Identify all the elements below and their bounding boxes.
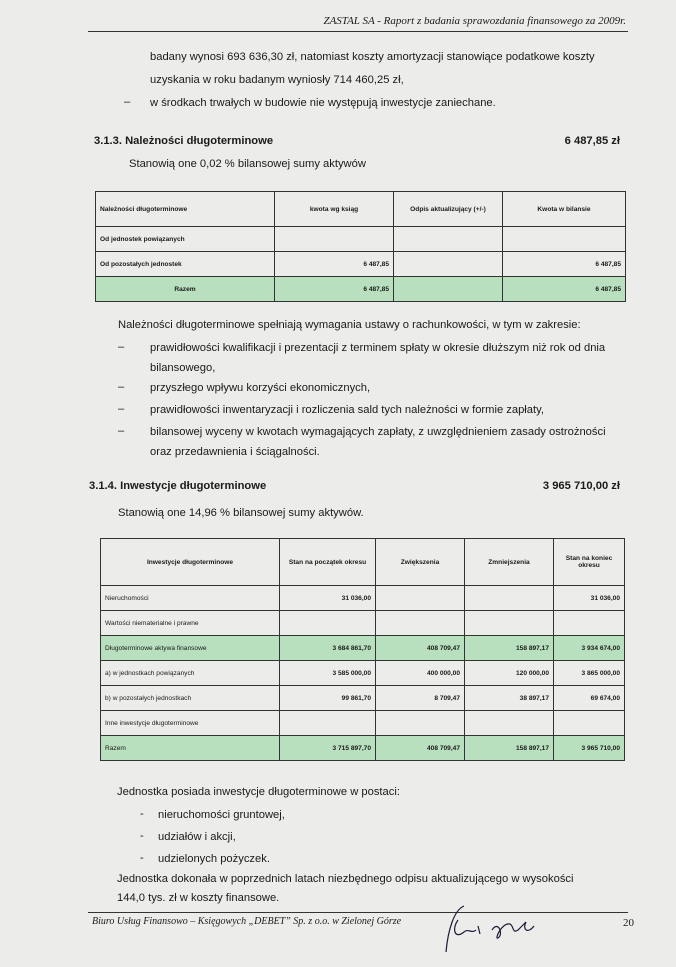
dash-bullet: –	[118, 381, 125, 393]
dash-bullet: -	[140, 830, 144, 842]
cell	[376, 611, 465, 636]
row-label: Nieruchomości	[101, 586, 280, 611]
header-rule	[88, 31, 628, 32]
handwritten-signature	[418, 900, 548, 960]
cell: 99 861,70	[280, 686, 376, 711]
cell	[394, 277, 503, 302]
cell	[465, 611, 554, 636]
row-label: Razem	[101, 736, 280, 761]
req-item-4a: bilansowej wyceny w kwotach wymagających zapłaty, z uwzględnieniem zasady ostrożności	[150, 426, 606, 438]
table-row	[96, 227, 626, 252]
cell: 3 934 674,00	[554, 636, 625, 661]
section-313-amount: 6 487,85 zł	[564, 135, 620, 147]
cell	[376, 711, 465, 736]
row-label: Od jednostek powiązanych	[96, 227, 275, 252]
intro-line-1: badany wynosi 693 636,30 zł, natomiast koszty amortyzacji stanowiące podatkowe koszty	[150, 51, 595, 63]
cell: 6 487,85	[275, 277, 394, 302]
investments-table	[100, 538, 625, 761]
row-label: Razem	[96, 277, 275, 302]
cell: 69 674,00	[554, 686, 625, 711]
dash-bullet: –	[118, 425, 125, 437]
t1-header: kwota wg ksiąg	[275, 192, 394, 227]
cell	[554, 711, 625, 736]
cell: 120 000,00	[465, 661, 554, 686]
cell	[394, 252, 503, 277]
cell: 31 036,00	[280, 586, 376, 611]
cell: 6 487,85	[503, 252, 626, 277]
cell: 3 965 710,00	[554, 736, 625, 761]
table-row	[101, 686, 625, 711]
dash-bullet: –	[124, 96, 131, 108]
forms-last-line-2: 144,0 tys. zł w koszty finansowe.	[117, 892, 280, 904]
cell	[554, 611, 625, 636]
table-row	[101, 711, 625, 736]
cell: 38 897,17	[465, 686, 554, 711]
forms-item-2: udziałów i akcji,	[158, 831, 236, 843]
table-row	[101, 636, 625, 661]
cell: 31 036,00	[554, 586, 625, 611]
table-row	[101, 586, 625, 611]
cell: 8 709,47	[376, 686, 465, 711]
row-label: a) w jednostkach powiązanych	[101, 661, 280, 686]
table-row	[101, 611, 625, 636]
cell	[394, 227, 503, 252]
t2-header: Stan na początek okresu	[280, 539, 376, 586]
page-header: ZASTAL SA - Raport z badania sprawozdania finansowego za 2009r.	[323, 15, 626, 27]
page-number: 20	[623, 917, 634, 929]
cell: 3 684 861,70	[280, 636, 376, 661]
req-item-4b: oraz przedawnienia i ściągalności.	[150, 446, 320, 458]
row-label: Wartości niematerialne i prawne	[101, 611, 280, 636]
cell	[503, 227, 626, 252]
row-label: b) w pozostałych jednostkach	[101, 686, 280, 711]
dash-bullet: –	[118, 341, 125, 353]
cell: 408 709,47	[376, 736, 465, 761]
cell	[465, 711, 554, 736]
req-item-3: prawidłowości inwentaryzacji i rozliczenia sald tych należności w formie zapłaty,	[150, 404, 544, 416]
intro-line-2: uzyskania w roku badanym wyniosły 714 460,25 zł,	[150, 74, 404, 86]
dash-bullet: -	[140, 852, 144, 864]
cell: 6 487,85	[275, 252, 394, 277]
dash-bullet: -	[140, 808, 144, 820]
cell	[280, 611, 376, 636]
t1-header: Należności długoterminowe	[96, 192, 275, 227]
table-row-total	[101, 736, 625, 761]
cell: 158 897,17	[465, 636, 554, 661]
section-314-amount: 3 965 710,00 zł	[542, 480, 620, 492]
section-313-title: 3.1.3. Należności długoterminowe	[94, 135, 274, 147]
req-item-1a: prawidłowości kwalifikacji i prezentacji z terminem spłaty w okresie dłuższym niż rok od dnia	[150, 342, 606, 354]
req-intro: Należności długoterminowe spełniają wymagania ustawy o rachunkowości, w tym w zakresie:	[118, 319, 581, 331]
forms-intro: Jednostka posiada inwestycje długoterminowe w postaci:	[117, 786, 400, 798]
cell	[275, 227, 394, 252]
t2-header: Stan na koniec okresu	[554, 539, 625, 586]
dash-bullet: –	[118, 403, 125, 415]
forms-item-3: udzielonych pożyczek.	[158, 853, 270, 865]
t2-header: Inwestycje długoterminowe	[101, 539, 280, 586]
t1-header: Kwota w bilansie	[503, 192, 626, 227]
receivables-table	[95, 191, 626, 302]
cell: 3 715 897,70	[280, 736, 376, 761]
section-313-share: Stanowią one 0,02 % bilansowej sumy aktywów	[129, 158, 366, 170]
cell: 158 897,17	[465, 736, 554, 761]
table-row	[101, 661, 625, 686]
req-item-2: przyszłego wpływu korzyści ekonomicznych,	[150, 382, 371, 394]
t2-header: Zwiększenia	[376, 539, 465, 586]
cell: 400 000,00	[376, 661, 465, 686]
t1-header: Odpis aktualizujący (+/-)	[394, 192, 503, 227]
cell	[280, 711, 376, 736]
intro-line-3: w środkach trwałych w budowie nie występują inwestycje zaniechane.	[150, 97, 496, 109]
cell: 6 487,85	[503, 277, 626, 302]
cell	[465, 586, 554, 611]
row-label: Inne inwestycje długoterminowe	[101, 711, 280, 736]
footer-text: Biuro Usług Finansowo – Księgowych „DEBET” Sp. z o.o. w Zielonej Górze	[92, 916, 402, 927]
section-314-title: 3.1.4. Inwestycje długoterminowe	[89, 480, 267, 492]
cell	[376, 586, 465, 611]
cell: 3 865 000,00	[554, 661, 625, 686]
section-314-share: Stanowią one 14,96 % bilansowej sumy aktywów.	[118, 507, 364, 519]
table-row	[96, 252, 626, 277]
row-label: Od pozostałych jednostek	[96, 252, 275, 277]
t2-header: Zmniejszenia	[465, 539, 554, 586]
cell: 3 585 000,00	[280, 661, 376, 686]
table-row-total	[96, 277, 626, 302]
req-item-1b: bilansowego,	[150, 362, 216, 374]
forms-item-1: nieruchomości gruntowej,	[158, 809, 285, 821]
row-label: Długoterminowe aktywa finansowe	[101, 636, 280, 661]
forms-last-line-1: Jednostka dokonała w poprzednich latach niezbędnego odpisu aktualizującego w wysokości	[117, 873, 574, 885]
cell: 408 709,47	[376, 636, 465, 661]
